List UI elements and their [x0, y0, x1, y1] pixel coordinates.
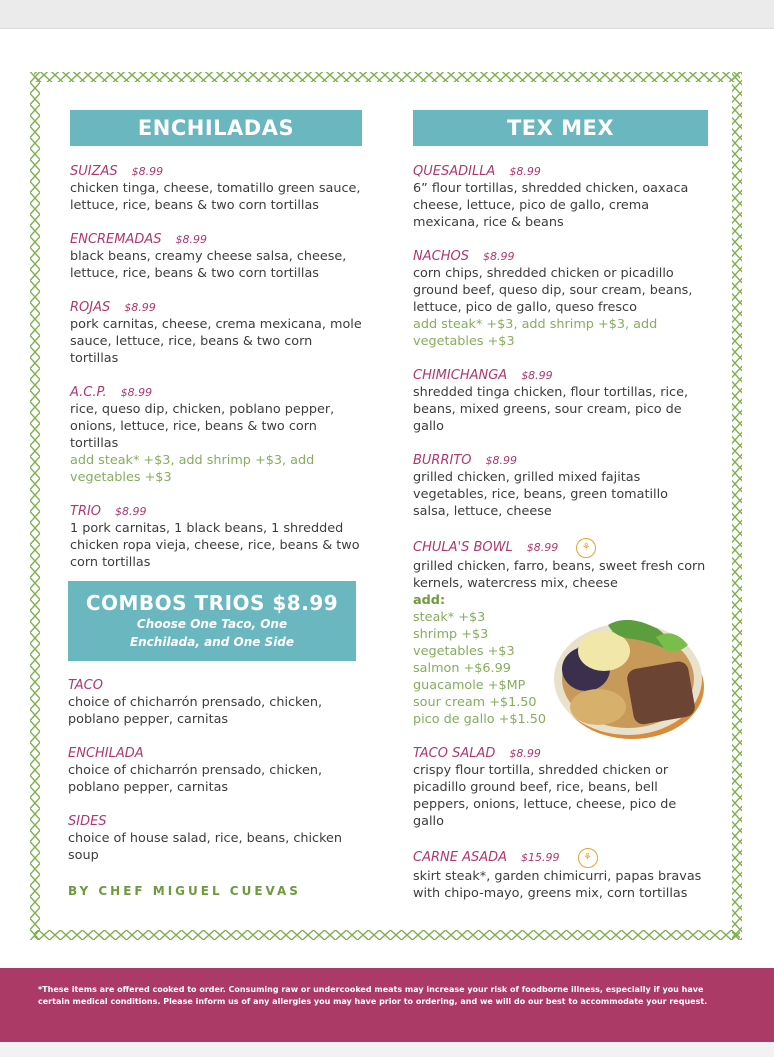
item-addons: add steak* +$3, add shrimp +$3, add vegetables +$3 — [413, 317, 658, 349]
combo-item-enchilada — [68, 746, 360, 796]
item-price: $8.99 — [124, 301, 156, 314]
item-description: choice of chicharrón prensado, chicken, poblano pepper, carnitas — [68, 763, 323, 795]
item-name: A.C.P. — [70, 385, 107, 400]
bowl-photo — [548, 615, 708, 743]
wheat-icon: ⚘ — [578, 848, 598, 868]
item-price: $8.99 — [115, 505, 147, 518]
item-name: CARNE ASADA — [413, 850, 508, 865]
addon-pico-de-gallo: pico de gallo +$1.50 — [413, 712, 547, 727]
item-description: chicken tinga, cheese, tomatillo green sauce, lettuce, rice, beans & two corn tortillas — [70, 181, 361, 213]
item-price: $8.99 — [482, 250, 515, 263]
item-description: grilled chicken, farro, beans, sweet fresh corn kernels, watercress mix, cheese — [413, 559, 706, 591]
combos-list — [68, 660, 360, 864]
texmex-section — [413, 110, 708, 902]
item-name: CHIMICHANGA — [413, 368, 508, 383]
item-description: crispy flour tortilla, shredded chicken or picadillo ground beef, rice, beans, bell peppers, onions, lettuce, cheese, pico de gallo — [413, 763, 677, 829]
menu-item-acp — [70, 385, 362, 486]
item-description: shredded tinga chicken, flour tortillas, rice, beans, mixed greens, sour cream, pico de gallo — [413, 385, 689, 434]
menu-item-quesadilla — [413, 164, 708, 231]
menu-item-chimichanga — [413, 368, 708, 435]
combos-title: COMBOS TRIOS $8.99 — [85, 591, 339, 615]
item-price: $8.99 — [175, 233, 208, 246]
item-price: $8.99 — [485, 454, 518, 467]
item-name: QUESADILLA — [413, 164, 496, 179]
menu-item-trio — [70, 504, 362, 571]
item-name: SIDES — [68, 814, 107, 829]
item-description: choice of house salad, rice, beans, chicken soup — [68, 831, 343, 863]
item-name: CHULA'S BOWL — [413, 540, 513, 555]
item-name: ENCREMADAS — [70, 232, 162, 247]
item-name: TACO SALAD — [413, 746, 496, 761]
item-name: NACHOS — [413, 249, 469, 264]
item-name: BURRITO — [413, 453, 472, 468]
enchiladas-section — [70, 110, 362, 571]
combos-subtitle-line2: Enchilada, and One Side — [129, 635, 295, 649]
item-description: 1 pork carnitas, 1 black beans, 1 shredded chicken ropa vieja, cheese, rice, beans & two corn tortillas — [70, 521, 360, 570]
item-description: grilled chicken, grilled mixed fajitas vegetables, rice, beans, green tomatillo salsa, lettuce, cheese — [413, 470, 668, 519]
item-description: 6” flour tortillas, shredded chicken, oaxaca cheese, lettuce, pico de gallo, crema mexicana, rice & beans — [413, 181, 689, 230]
addon-salmon: salmon +$6.99 — [413, 661, 511, 676]
texmex-header: TEX MEX — [413, 110, 708, 146]
item-description: rice, queso dip, chicken, poblano pepper, onions, lettuce, rice, beans & two corn tortillas — [70, 402, 335, 451]
item-description: black beans, creamy cheese salsa, cheese, lettuce, rice, beans & two corn tortillas — [70, 249, 347, 281]
item-name: TACO — [68, 678, 103, 693]
menu-item-encremadas — [70, 232, 362, 282]
combo-item-taco — [68, 678, 360, 728]
addon-shrimp: shrimp +$3 — [413, 627, 489, 642]
item-description: choice of chicharrón prensado, chicken, poblano pepper, carnitas — [68, 695, 323, 727]
addons-label: add: — [413, 593, 446, 608]
item-price: $8.99 — [521, 369, 553, 382]
wheat-icon: ⚘ — [576, 538, 596, 558]
menu-item-nachos — [413, 249, 708, 350]
combos-subtitle-line1: Choose One Taco, One — [136, 617, 288, 631]
item-description: pork carnitas, cheese, crema mexicana, mole sauce, lettuce, rice, beans & two corn tortillas — [70, 317, 362, 366]
menu-item-carne-asada — [413, 848, 708, 902]
item-description: corn chips, shredded chicken or picadillo ground beef, queso dip, sour cream, beans, lettuce, pico de gallo, queso fresco — [413, 266, 693, 315]
item-addons: add steak* +$3, add shrimp +$3, add vegetables +$3 — [70, 453, 315, 485]
enchiladas-header: ENCHILADAS — [70, 110, 362, 146]
addon-guacamole: guacamole +$MP — [413, 678, 526, 693]
item-name: SUIZAS — [70, 164, 118, 179]
item-price: $15.99 — [521, 851, 560, 864]
item-price: $8.99 — [120, 386, 153, 399]
menu-item-rojas — [70, 300, 362, 367]
allergy-notice — [0, 968, 774, 1042]
item-price: $8.99 — [526, 541, 559, 554]
chef-byline: BY CHEF MIGUEL CUEVAS — [68, 884, 301, 898]
menu-item-taco-salad — [413, 746, 708, 830]
item-price: $8.99 — [509, 165, 541, 178]
addon-sour-cream: sour cream +$1.50 — [413, 695, 537, 710]
item-price: $8.99 — [131, 165, 164, 178]
menu-item-suizas — [70, 164, 362, 214]
addon-vegetables: vegetables +$3 — [413, 644, 515, 659]
item-description: skirt steak*, garden chimicurri, papas bravas with chipo-mayo, greens mix, corn tortillas — [413, 869, 702, 901]
menu-item-burrito — [413, 453, 708, 520]
bottom-bar — [0, 1042, 774, 1057]
allergy-notice-text: *These items are offered cooked to order. Consuming raw or undercooked meats may increase your risk of foodborne illness, especially if you have certain medical conditions. Please inform us of any allergies you may have prior to ordering, and we will do our best to accommodate your request. — [38, 985, 708, 1006]
item-price: $8.99 — [509, 747, 541, 760]
combo-item-sides — [68, 814, 360, 864]
item-name: TRIO — [70, 504, 102, 519]
item-name: ENCHILADA — [68, 746, 144, 761]
item-name: ROJAS — [70, 300, 111, 315]
addon-steak: steak* +$3 — [413, 610, 486, 625]
combos-box — [68, 581, 356, 661]
